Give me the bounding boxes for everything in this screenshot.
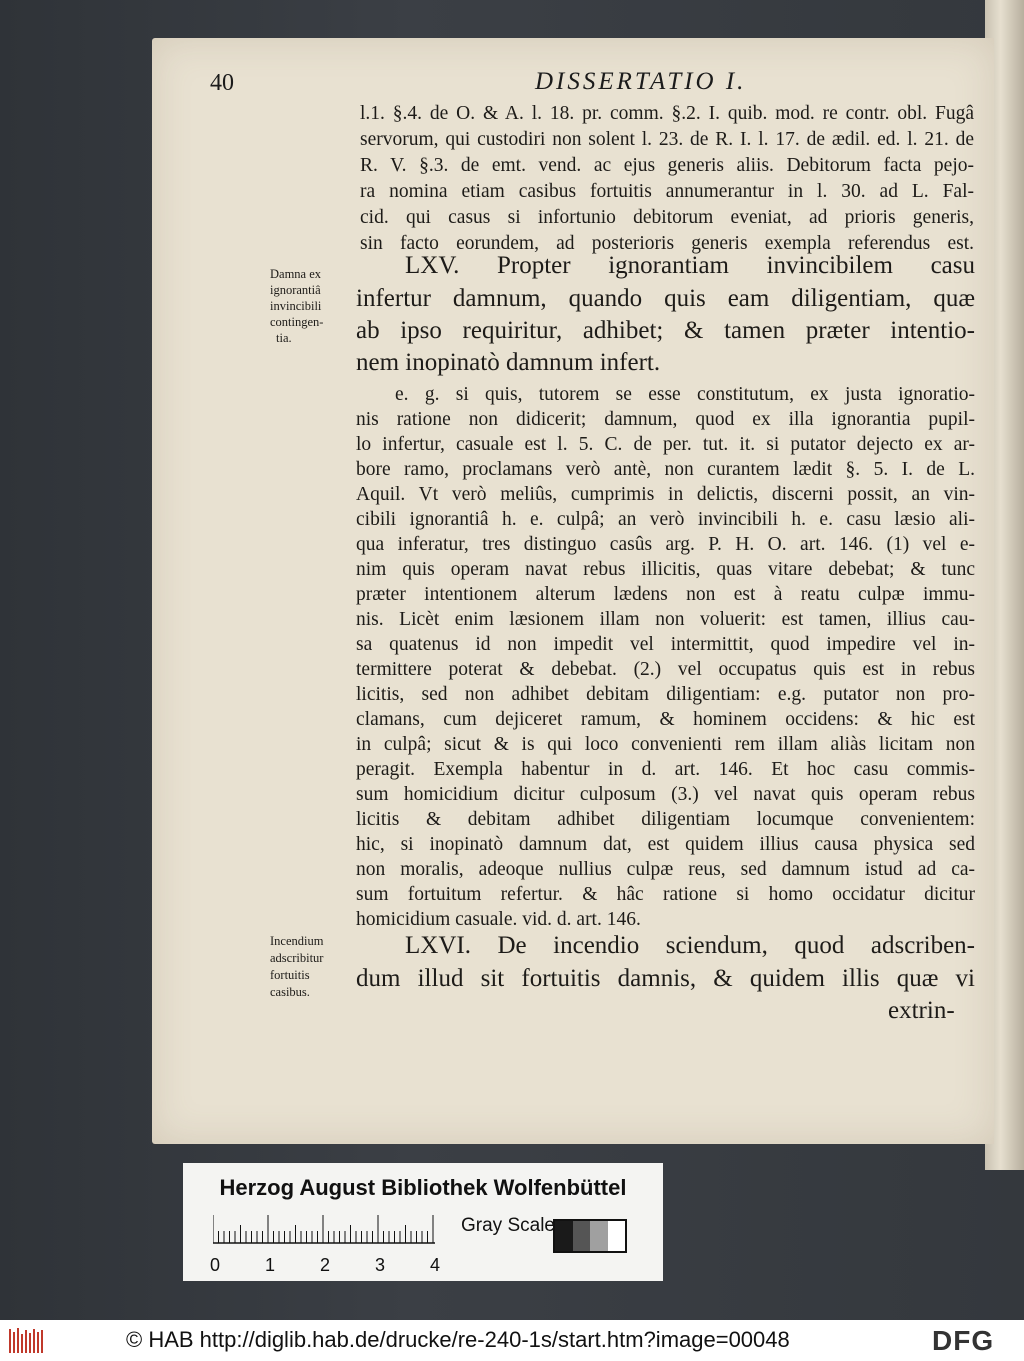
heading-line: LXV. Propter ignorantiam invincibilem casu <box>405 252 975 279</box>
text-line: e. g. si quis, tutorem se esse constitutum, ex justa ignoratio- <box>395 384 975 405</box>
text-line: sa quatenus id non impedit vel intermittit, quod impedire vel in- <box>356 634 975 655</box>
hab-logo-icon <box>8 1326 46 1356</box>
text-line: servorum, qui custodiri non solent l. 23. de R. I. l. 17. de ædil. ed. l. 21. de <box>360 129 974 150</box>
text-line: lo infertur, casuale est l. 5. C. de per. tut. it. si putator dejecto ex ar- <box>356 434 975 455</box>
margin-note-line: contingen- <box>270 315 324 329</box>
library-name: Herzog August Bibliothek Wolfenbüttel <box>219 1175 627 1200</box>
margin-note-line: casibus. <box>270 985 310 999</box>
footer-bar <box>0 1320 1024 1361</box>
margin-note-line: invincibili <box>270 299 322 313</box>
ruler-number: 2 <box>320 1255 331 1275</box>
gray-patch <box>555 1221 573 1251</box>
gray-scale-label: Gray Scale <box>461 1215 555 1236</box>
text-line: in culpâ; sicut & is qui loco convenienti rem illam aliàs licitam non <box>356 734 975 755</box>
dfg-logo: DFG <box>932 1325 995 1356</box>
text-line: sum homicidium dicitur culposum (3.) vel navat quis operam rebus <box>356 784 975 805</box>
text-line: cid. qui casus si infortunio debitorum eveniat, ad prioris generis, <box>360 207 974 228</box>
margin-note-line: tia. <box>276 331 292 345</box>
gray-patch <box>590 1221 608 1251</box>
text-line: qua inferatur, tres distinguo casûs arg. P. H. O. art. 146. (1) vel e- <box>356 534 975 555</box>
heading-line: dum illud sit fortuitis damnis, & quidem illis quæ vi <box>356 965 975 992</box>
text-line: non moralis, adeoque nullius culpæ reus, sed damnum istud ad ca- <box>356 859 975 880</box>
text-line: hic, si inopinatò damnum dat, est quidem illius causa physica sed <box>356 834 975 855</box>
text-line: licitis, sed non adhibet debitam diligentiam: e.g. putator non pro- <box>356 684 975 705</box>
text-line: peragit. Exempla habentur in d. art. 146. Et hoc casu commis- <box>356 759 975 780</box>
book-page <box>152 38 994 1144</box>
gray-patch <box>573 1221 591 1251</box>
text-line: bore ramo, proclamans verò antè, non curantem lædit §. 5. I. de L. <box>356 459 975 480</box>
text-line: licitis & debitam adhibet diligentiam locumque convenientem: <box>356 809 975 830</box>
heading-line: ab ipso requiritur, adhibet; & tamen præter intentio- <box>356 317 975 344</box>
text-line: l.1. §.4. de O. & A. l. 18. pr. comm. §.2. I. quib. mod. re contr. obl. Fugâ <box>360 103 974 124</box>
text-line: sum fortuitum refertur. & hâc ratione si homo occidatur dicitur <box>356 884 975 905</box>
margin-note-line: Damna ex <box>270 267 322 281</box>
text-line: præter intentionem alterum lædens non est à reatu culpæ immu- <box>356 584 975 605</box>
scale-ruler <box>213 1213 443 1253</box>
text-line: R. V. §.3. de emt. vend. ac ejus generis aliis. Debitorum facta pejo- <box>360 155 974 176</box>
text-line: cibili ignorantiâ h. e. culpâ; an verò invincibili h. e. casu læsio ali- <box>356 509 975 530</box>
text-line: nis. Licèt enim læsionem illam non voluerit: est tamen, illius cau- <box>356 609 975 630</box>
margin-note-line: fortuitis <box>270 968 310 982</box>
heading-line: LXVI. De incendio sciendum, quod adscriben- <box>405 932 975 959</box>
text-line: clamans, cum dejiceret ramum, & hominem occidens: & hic est <box>356 709 975 730</box>
gray-patch <box>608 1221 626 1251</box>
text-line: sin facto eorundem, ad posterioris generis exempla referendus est. <box>360 233 974 254</box>
margin-note-line: ignorantiâ <box>270 283 321 297</box>
color-card <box>183 1163 663 1281</box>
source-link[interactable]: © HAB http://diglib.hab.de/drucke/re-240-1s/start.htm?image=00048 <box>126 1327 790 1352</box>
text-line: nis ratione non didicerit; damnum, quod ex illa ignorantia pupil- <box>356 409 975 430</box>
ruler-number: 3 <box>375 1255 386 1275</box>
page-number: 40 <box>210 70 234 96</box>
margin-note-line: Incendium <box>270 934 324 948</box>
text-line: Aquil. Vt verò meliûs, cumprimis in delictis, discerni possit, an vin- <box>356 484 975 505</box>
text-line: homicidium casuale. vid. d. art. 146. <box>356 909 641 930</box>
ruler-number: 4 <box>430 1255 441 1275</box>
margin-note-line: adscribitur <box>270 951 324 965</box>
text-line: ra nomina etiam casibus fortuitis annumerantur in l. 30. ad L. Fal- <box>360 181 974 202</box>
ruler-number: 1 <box>265 1255 276 1275</box>
heading-line: nem inopinatò damnum infert. <box>356 349 661 376</box>
ruler-number: 0 <box>210 1255 221 1275</box>
catchword: extrin- <box>888 997 955 1024</box>
text-line: termittere poterat & debebat. (2.) vel occupatus quis est in rebus <box>356 659 975 680</box>
heading-line: infertur damnum, quando quis eam diligentiam, quæ <box>356 285 975 312</box>
running-head: DISSERTATIO I. <box>535 68 747 95</box>
gray-scale-patches <box>553 1219 627 1253</box>
text-line: nim quis operam navat rebus illicitis, quas vitare debebat; & tunc <box>356 559 975 580</box>
